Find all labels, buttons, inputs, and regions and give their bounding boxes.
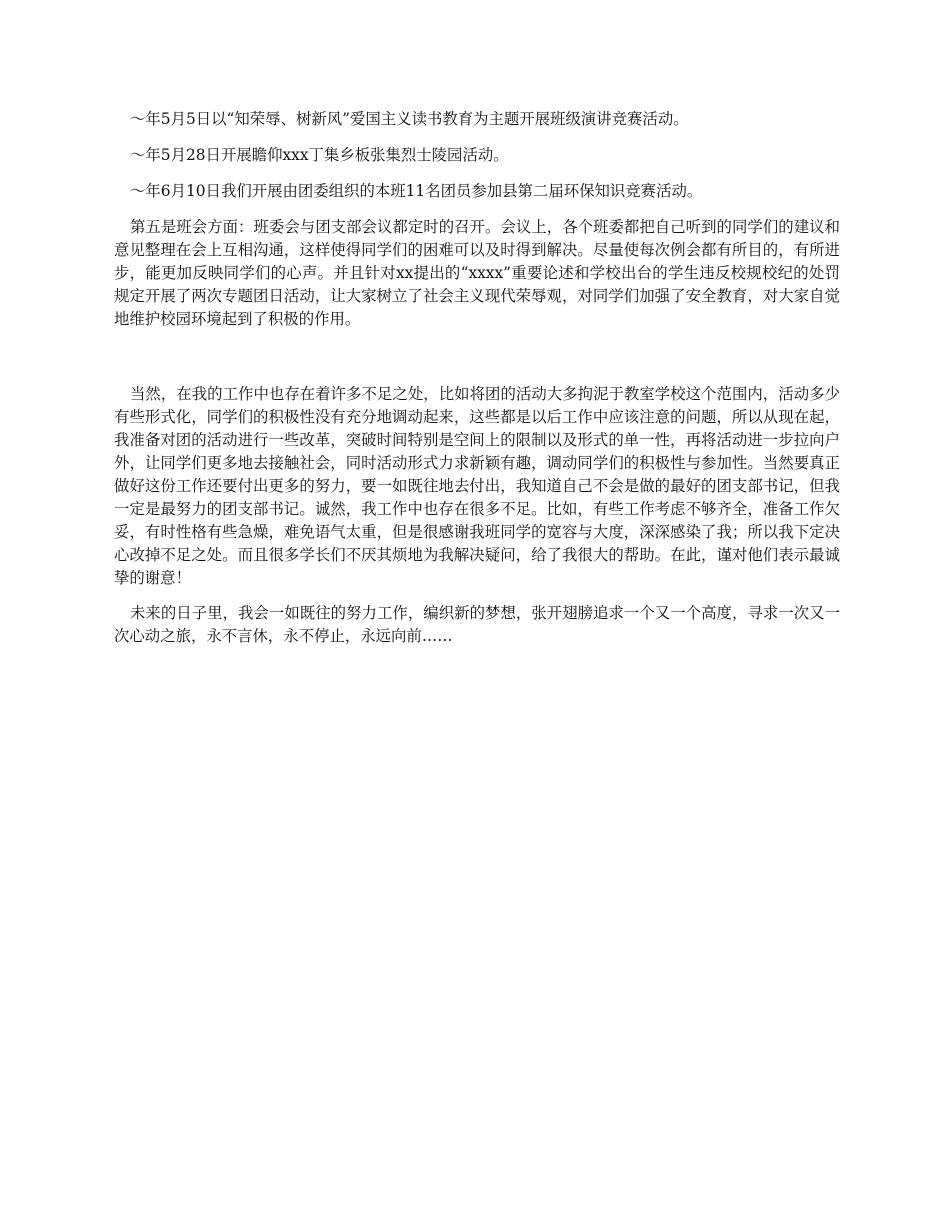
activity-item-1: ～年5月5日以“知荣辱、树新风”爱国主义读书教育为主题开展班级演讲竞赛活动。 bbox=[130, 110, 689, 128]
paragraph-future: 未来的日子里，我会一如既往的努力工作，编织新的梦想，张开翅膀追求一个又一个高度，寻求一次又一次心动之旅，永不言休，永不停止，永远向前…… bbox=[114, 604, 840, 645]
activity-item-3: ～年6月10日我们开展由团委组织的本班11名团员参加县第二届环保知识竞赛活动。 bbox=[130, 182, 703, 200]
activity-item-2: ～年5月28日开展瞻仰xxx丁集乡板张集烈士陵园活动。 bbox=[130, 146, 509, 164]
paragraph-class-meetings: 第五是班会方面：班委会与团支部会议都定时的召开。会议上，各个班委都把自己听到的同学们的建议和意见整理在会上互相沟通，这样使得同学们的困难可以及时得到解决。尽量使每次例会都有所目的，有所进步，能更加反映同学们的心声。并且针对xx提出的“xxxx”重要论述和学校出台的学生违反校规校纪的处罚规定开展了两次专题团日活动，让大家树立了社会主义现代荣辱观，对同学们加强了安全教育，对大家自觉地维护校园环境起到了积极的作用。 bbox=[114, 218, 840, 328]
document-page bbox=[114, 108, 840, 648]
paragraph-shortcomings: 当然，在我的工作中也存在着许多不足之处，比如将团的活动大多拘泥于教室学校这个范围内，活动多少有些形式化，同学们的积极性没有充分地调动起来，这些都是以后工作中应该注意的问题，所以从现在起，我准备对团的活动进行一些改革，突破时间特别是空间上的限制以及形式的单一性，再将活动进一步拉向户外，让同学们更多地去接触社会，同时活动形式力求新颖有趣，调动同学们的积极性与参加性。当然要真正做好这份工作还要付出更多的努力，要一如既往地去付出，我知道自己不会是做的最好的团支部书记，但我一定是最努力的团支部书记。诚然，我工作中也存在很多不足。比如，有些工作考虑不够齐全，准备工作欠妥，有时性格有些急燥，难免语气太重，但是很感谢我班同学的宽容与大度，深深感染了我；所以我下定决心改掉不足之处。而且很多学长们不厌其烦地为我解决疑问，给了我很大的帮助。在此，谨对他们表示最诚挚的谢意！ bbox=[114, 385, 840, 587]
